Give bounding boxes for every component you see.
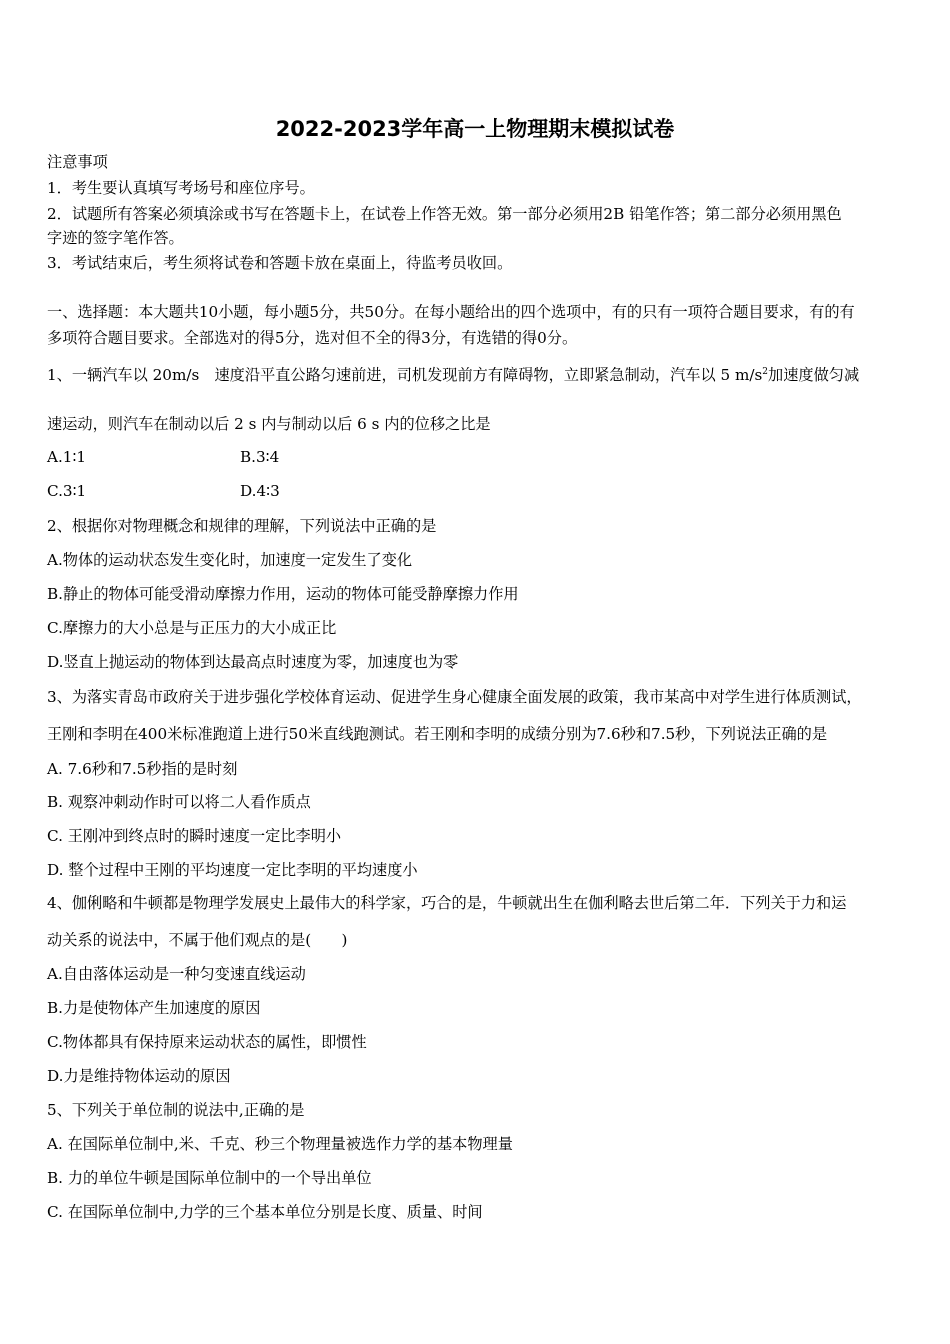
question-3-option-d: D. 整个过程中王刚的平均速度一定比李明的平均速度小: [47, 861, 418, 879]
superscript: 2: [762, 366, 768, 377]
question-3-option-c: C. 王刚冲到终点时的瞬时速度一定比李明小: [47, 827, 342, 845]
section-instructions: 一、选择题：本大题共10小题，每小题5分，共50分。在每小题给出的四个选项中，有的只有一项符合题目要求，有的有: [47, 303, 855, 321]
question-5-option-a: A. 在国际单位制中,米、千克、秒三个物理量被选作力学的基本物理量: [47, 1135, 513, 1153]
notice-item: 3．考试结束后，考生须将试卷和答题卡放在桌面上，待监考员收回。: [47, 254, 513, 272]
question-1-option-c: C.3∶1: [47, 482, 87, 500]
question-1-stem-a: 1、一辆汽车以 20m/s 速度沿平直公路匀速前进，司机发现前方有障碍物，立即紧急制动，汽车以 5 m/s: [47, 366, 763, 384]
notice-item: 字迹的签字笔作答。: [47, 229, 184, 247]
question-1-stem: 速运动，则汽车在制动以后 2 s 内与制动以后 6 s 内的位移之比是: [47, 415, 491, 433]
question-5-option-b: B. 力的单位牛顿是国际单位制中的一个导出单位: [47, 1169, 372, 1187]
question-2-option-d: D.竖直上抛运动的物体到达最高点时速度为零，加速度也为零: [47, 653, 459, 671]
question-2-option-b: B.静止的物体可能受滑动摩擦力作用，运动的物体可能受静摩擦力作用: [47, 585, 519, 603]
question-5-option-c: C. 在国际单位制中,力学的三个基本单位分别是长度、质量、时间: [47, 1203, 483, 1221]
question-1-stem-b: 加速度做匀减: [768, 366, 860, 384]
question-4-stem: 动关系的说法中，不属于他们观点的是( ): [47, 931, 348, 949]
question-4-stem: 4、伽俐略和牛顿都是物理学发展史上最伟大的科学家，巧合的是，牛顿就出生在伽利略去世后第二年．下列关于力和运: [47, 894, 847, 912]
question-1-option-a: A.1∶1: [47, 448, 87, 466]
question-1-option-d: D.4∶3: [240, 482, 280, 500]
question-1-option-b: B.3∶4: [240, 448, 280, 466]
question-3-option-a: A. 7.6秒和7.5秒指的是时刻: [47, 760, 238, 778]
question-3-option-b: B. 观察冲刺动作时可以将二人看作质点: [47, 793, 311, 811]
question-3-stem: 王刚和李明在400米标准跑道上进行50米直线跑测试。若王刚和李明的成绩分别为7.6秒和7.5秒，下列说法正确的是: [47, 725, 828, 743]
question-2-option-c: C.摩擦力的大小总是与正压力的大小成正比: [47, 619, 337, 637]
section-instructions: 多项符合题目要求。全部选对的得5分，选对但不全的得3分，有选错的得0分。: [47, 329, 578, 347]
question-5-stem: 5、下列关于单位制的说法中,正确的是: [47, 1101, 305, 1119]
notice-item: 2．试题所有答案必须填涂或书写在答题卡上，在试卷上作答无效。第一部分必须用2B 铅笔作答；第二部分必须用黑色: [47, 205, 842, 223]
question-4-option-c: C.物体都具有保持原来运动状态的属性，即惯性: [47, 1033, 367, 1051]
page-title: 2022-2023学年高一上物理期末模拟试卷: [275, 117, 675, 141]
question-4-option-b: B.力是使物体产生加速度的原因: [47, 999, 261, 1017]
question-2-option-a: A.物体的运动状态发生变化时，加速度一定发生了变化: [47, 551, 413, 569]
question-1-stem: [47, 364, 859, 385]
question-4-option-d: D.力是维持物体运动的原因: [47, 1067, 231, 1085]
notice-item: 1．考生要认真填写考场号和座位序号。: [47, 179, 315, 197]
question-4-option-a: A.自由落体运动是一种匀变速直线运动: [47, 965, 306, 983]
notice-heading: 注意事项: [47, 153, 108, 171]
question-2-stem: 2、根据你对物理概念和规律的理解，下列说法中正确的是: [47, 517, 437, 535]
question-3-stem: 3、为落实青岛市政府关于进步强化学校体育运动、促进学生身心健康全面发展的政策，我市某高中对学生进行体质测试，: [47, 688, 862, 706]
